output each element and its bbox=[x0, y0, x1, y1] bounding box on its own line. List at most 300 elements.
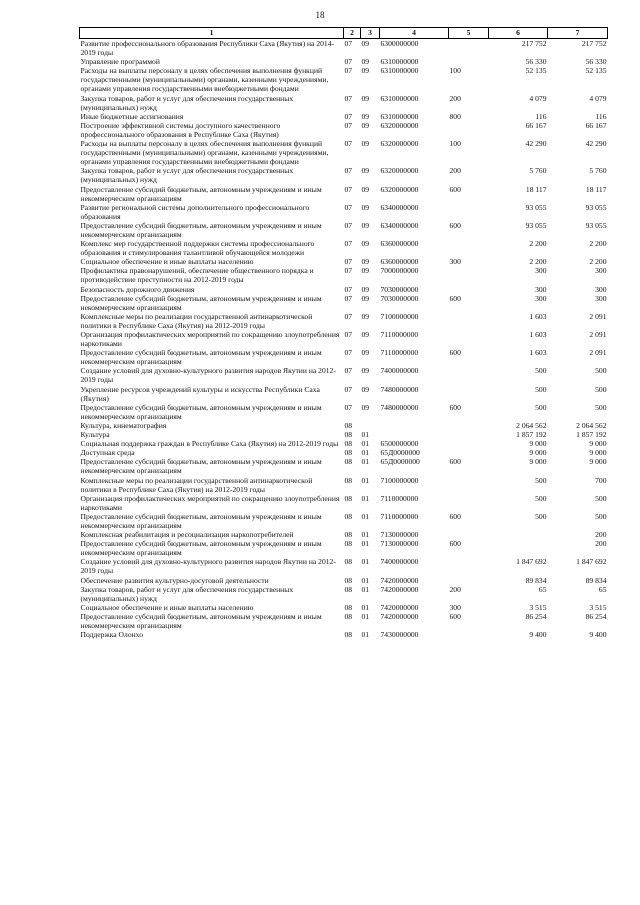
expense-type-code bbox=[449, 385, 489, 403]
subsection-code: 09 bbox=[361, 111, 370, 121]
row-name: Укрепление ресурсов учреждений культуры и искусства Республики Саха (Якутия) bbox=[80, 384, 320, 403]
expense-type-code bbox=[449, 366, 489, 384]
expense-type-code: 600 bbox=[449, 539, 461, 549]
subsection-code: 09 bbox=[361, 184, 370, 194]
target-article-code: 6300000000 bbox=[380, 39, 419, 48]
amount-year-2: 86 254 bbox=[585, 611, 607, 621]
section-code: 08 bbox=[344, 439, 353, 449]
amount-year-2: 42 290 bbox=[585, 139, 607, 149]
table-row bbox=[80, 448, 608, 457]
target-article-code: 7030000000 bbox=[380, 293, 419, 303]
section-code: 07 bbox=[344, 311, 353, 321]
table-row bbox=[80, 166, 608, 184]
expense-type-code bbox=[449, 266, 489, 284]
expense-type-code: 600 bbox=[449, 511, 461, 521]
expense-type-code: 300 bbox=[449, 257, 461, 267]
table-row bbox=[80, 539, 608, 557]
amount-year-2: 65 bbox=[598, 584, 607, 594]
section-code: 08 bbox=[344, 420, 353, 430]
table-row bbox=[80, 121, 608, 139]
row-name: Предоставление субсидий бюджетным, автономным учреждениям и иным некоммерческим организациям bbox=[80, 348, 322, 367]
amount-year-2: 3 515 bbox=[589, 602, 607, 612]
table-row bbox=[80, 557, 608, 575]
amount-year-1: 2 200 bbox=[529, 239, 547, 249]
expense-type-code: 600 bbox=[449, 457, 461, 467]
table-row bbox=[80, 330, 608, 348]
table-row bbox=[80, 439, 608, 448]
expense-type-code bbox=[449, 494, 489, 512]
table-row bbox=[80, 366, 608, 384]
table-row bbox=[80, 430, 608, 439]
target-article-code: 6320000000 bbox=[380, 139, 419, 149]
amount-year-1: 500 bbox=[535, 511, 547, 521]
target-article-code: 7420000000 bbox=[380, 602, 419, 612]
amount-year-1: 9 400 bbox=[529, 630, 547, 640]
section-code: 07 bbox=[344, 257, 353, 267]
target-article-code: 7420000000 bbox=[380, 584, 419, 594]
amount-year-1: 42 290 bbox=[525, 139, 547, 149]
row-name: Организация профилактических мероприятий по сокращению злоупотребления наркотиками bbox=[80, 493, 340, 512]
subsection-code: 01 bbox=[361, 602, 370, 612]
target-article-code: 6320000000 bbox=[380, 184, 419, 194]
amount-year-2: 1 857 192 bbox=[576, 430, 607, 440]
column-header: 7 bbox=[548, 28, 608, 39]
target-article-code: 7400000000 bbox=[380, 366, 419, 376]
row-name: Иные бюджетные ассигнования bbox=[80, 111, 184, 121]
amount-year-2: 500 bbox=[595, 402, 607, 412]
subsection-code: 09 bbox=[361, 57, 370, 67]
expense-type-code bbox=[449, 421, 489, 430]
subsection-code: 09 bbox=[361, 120, 370, 130]
column-header: 5 bbox=[449, 28, 489, 39]
section-code: 08 bbox=[344, 630, 353, 640]
subsection-code: 01 bbox=[361, 611, 370, 621]
subsection-code: 01 bbox=[361, 475, 370, 485]
section-code: 07 bbox=[344, 330, 353, 339]
row-name: Предоставление субсидий бюджетным, автономным учреждениям и иным некоммерческим организациям bbox=[80, 539, 322, 558]
amount-year-2: 66 167 bbox=[585, 120, 607, 130]
row-name: Обеспечение развития культурно-досуговой деятельности bbox=[80, 575, 269, 585]
amount-year-1: 1 603 bbox=[529, 348, 547, 358]
amount-year-2: 500 bbox=[595, 493, 607, 503]
amount-year-1: 9 000 bbox=[529, 448, 547, 458]
subsection-code: 01 bbox=[361, 439, 370, 449]
expense-type-code bbox=[449, 448, 489, 457]
table-row bbox=[80, 512, 608, 530]
amount-year-2: 2 091 bbox=[589, 348, 607, 358]
table-row bbox=[80, 185, 608, 203]
row-name: Расходы на выплаты персоналу в целях обеспечения выполнения функций государственными (муниципальными) органами, казенными учреждениями, органами управления государственными внебюджетными фондами bbox=[80, 66, 329, 94]
amount-year-2: 500 bbox=[595, 511, 607, 521]
subsection-code: 09 bbox=[361, 311, 370, 321]
amount-year-1: 89 834 bbox=[525, 575, 547, 585]
row-name: Построение эффективной системы доступного качественного профессионального образования в Республике Саха (Якутия) bbox=[80, 120, 281, 139]
subsection-code: 09 bbox=[361, 293, 370, 303]
table-body bbox=[80, 39, 608, 640]
table-row bbox=[80, 312, 608, 330]
amount-year-2: 93 055 bbox=[585, 202, 607, 212]
section-code: 07 bbox=[344, 284, 353, 294]
expense-type-code: 600 bbox=[449, 611, 461, 621]
target-article-code: 65Д0000000 bbox=[380, 457, 420, 467]
row-name: Предоставление субсидий бюджетным, автономным учреждениям и иным некоммерческим организациям bbox=[80, 293, 322, 312]
amount-year-2: 300 bbox=[595, 266, 607, 276]
table-row bbox=[80, 585, 608, 603]
amount-year-2: 300 bbox=[595, 293, 607, 303]
amount-year-2: 1 847 692 bbox=[576, 557, 607, 567]
table-row bbox=[80, 576, 608, 585]
table-row bbox=[80, 348, 608, 366]
expense-type-code bbox=[449, 239, 489, 257]
section-code: 07 bbox=[344, 402, 353, 412]
amount-year-2: 500 bbox=[595, 384, 607, 394]
target-article-code: 7100000000 bbox=[380, 311, 419, 321]
section-code: 07 bbox=[344, 202, 353, 212]
row-name: Предоставление субсидий бюджетным, автономным учреждениям и иным некоммерческим организациям bbox=[80, 220, 322, 239]
section-code: 07 bbox=[344, 266, 353, 276]
target-article-code: 6340000000 bbox=[380, 220, 419, 230]
subsection-code: 09 bbox=[361, 66, 370, 76]
section-code: 08 bbox=[344, 511, 353, 521]
row-name: Предоставление субсидий бюджетным, автономным учреждениям и иным некоммерческим организациям bbox=[80, 184, 322, 203]
amount-year-2: 5 760 bbox=[589, 166, 607, 176]
amount-year-1: 1 603 bbox=[529, 311, 547, 321]
amount-year-2: 700 bbox=[595, 475, 607, 485]
subsection-code: 09 bbox=[361, 402, 370, 412]
section-code: 07 bbox=[344, 120, 353, 130]
table-row bbox=[80, 294, 608, 312]
expense-type-code bbox=[449, 476, 489, 494]
amount-year-1: 1 857 192 bbox=[516, 430, 547, 440]
section-code: 08 bbox=[344, 430, 353, 440]
target-article-code: 7400000000 bbox=[380, 557, 419, 567]
amount-year-2: 116 bbox=[595, 111, 607, 121]
subsection-code: 01 bbox=[361, 448, 370, 458]
table-row bbox=[80, 39, 608, 58]
row-name: Создание условий для духовно-культурного развития народов Якутии на 2012-2019 годы bbox=[80, 557, 336, 576]
table-row bbox=[80, 139, 608, 166]
amount-year-2: 2 064 562 bbox=[576, 420, 607, 430]
row-name: Закупка товаров, работ и услуг для обеспечения государственных (муниципальных) нужд bbox=[80, 584, 294, 603]
section-code: 08 bbox=[344, 530, 353, 540]
table-row bbox=[80, 385, 608, 403]
amount-year-2: 200 bbox=[595, 539, 607, 549]
subsection-code: 01 bbox=[361, 457, 370, 467]
row-name: Развитие профессионального образования Республики Саха (Якутия) на 2014-2019 годы bbox=[80, 39, 335, 58]
section-code: 07 bbox=[344, 139, 353, 149]
subsection-code: 09 bbox=[361, 366, 370, 376]
expense-type-code bbox=[449, 57, 489, 66]
subsection-code: 01 bbox=[361, 584, 370, 594]
expense-type-code: 600 bbox=[449, 293, 461, 303]
section-code: 07 bbox=[344, 384, 353, 394]
table-row bbox=[80, 421, 608, 430]
expense-type-code: 300 bbox=[449, 602, 461, 612]
target-article-code: 7110000000 bbox=[380, 330, 419, 339]
section-code: 07 bbox=[344, 66, 353, 76]
table-row bbox=[80, 112, 608, 121]
amount-year-1: 3 515 bbox=[529, 602, 547, 612]
expense-type-code bbox=[449, 576, 489, 585]
amount-year-2: 2 200 bbox=[589, 239, 607, 249]
amount-year-1: 93 055 bbox=[525, 220, 547, 230]
amount-year-2: 500 bbox=[595, 366, 607, 376]
subsection-code: 09 bbox=[361, 257, 370, 267]
section-code: 07 bbox=[344, 184, 353, 194]
target-article-code: 6340000000 bbox=[380, 202, 419, 212]
expense-type-code: 200 bbox=[449, 93, 461, 103]
row-name: Расходы на выплаты персоналу в целях обеспечения выполнения функций государственными (муниципальными) органами, казенными учреждениями, органами управления государственными внебюджетными фондами bbox=[80, 139, 329, 167]
row-name: Предоставление субсидий бюджетным, автономным учреждениям и иным некоммерческим организациям bbox=[80, 457, 322, 476]
amount-year-1: 1 603 bbox=[529, 330, 547, 339]
expense-type-code bbox=[449, 312, 489, 330]
expense-type-code bbox=[449, 557, 489, 575]
row-name: Поддержка Олонхо bbox=[80, 630, 143, 640]
target-article-code: 7130000000 bbox=[380, 539, 419, 549]
column-header: 4 bbox=[380, 28, 449, 39]
target-article-code: 7000000000 bbox=[380, 266, 419, 276]
expense-type-code bbox=[449, 203, 489, 221]
target-article-code bbox=[380, 421, 449, 430]
section-code: 08 bbox=[344, 539, 353, 549]
row-name: Комплексные меры по реализации государственной антинаркотической политики в Республике Саха (Якутия) на 2012-2019 годы bbox=[80, 311, 313, 330]
subsection-code: 09 bbox=[361, 139, 370, 149]
section-code: 08 bbox=[344, 575, 353, 585]
section-code: 08 bbox=[344, 611, 353, 621]
table-row bbox=[80, 603, 608, 612]
subsection-code: 09 bbox=[361, 239, 370, 249]
row-name: Предоставление субсидий бюджетным, автономным учреждениям и иным некоммерческим организациям bbox=[80, 402, 322, 421]
subsection-code: 09 bbox=[361, 284, 370, 294]
subsection-code: 09 bbox=[361, 384, 370, 394]
table-row bbox=[80, 630, 608, 639]
expense-type-code bbox=[449, 330, 489, 348]
row-name: Комплексная реабилитация и ресоциализация наркопотребителей bbox=[80, 530, 294, 540]
amount-year-1: 500 bbox=[535, 366, 547, 376]
amount-year-1: 300 bbox=[535, 284, 547, 294]
amount-year-2: 56 330 bbox=[585, 57, 607, 67]
section-code: 07 bbox=[344, 111, 353, 121]
table-row bbox=[80, 266, 608, 284]
header-row bbox=[80, 28, 608, 39]
target-article-code: 6310000000 bbox=[380, 57, 419, 67]
row-name: Управление программой bbox=[80, 57, 160, 67]
expense-type-code: 100 bbox=[449, 139, 461, 149]
subsection-code: 09 bbox=[361, 330, 370, 339]
amount-year-1: 300 bbox=[535, 293, 547, 303]
amount-year-1: 52 135 bbox=[525, 66, 547, 76]
table-row bbox=[80, 403, 608, 421]
section-code: 08 bbox=[344, 493, 353, 503]
expense-type-code bbox=[449, 39, 489, 58]
amount-year-1: 500 bbox=[535, 384, 547, 394]
amount-year-1 bbox=[489, 539, 548, 557]
amount-year-2: 2 091 bbox=[589, 330, 607, 339]
column-header: 6 bbox=[489, 28, 548, 39]
amount-year-2: 200 bbox=[595, 530, 607, 540]
row-name: Организация профилактических мероприятий по сокращению злоупотребления наркотиками bbox=[80, 330, 340, 349]
target-article-code: 65Д0000000 bbox=[380, 448, 420, 458]
table-row bbox=[80, 66, 608, 93]
amount-year-1: 56 330 bbox=[525, 57, 547, 67]
table-row bbox=[80, 94, 608, 112]
subsection-code: 09 bbox=[361, 93, 370, 103]
subsection-code: 01 bbox=[361, 630, 370, 640]
row-name: Доступная среда bbox=[80, 448, 135, 458]
row-name: Комплекс мер государственной поддержки системы профессионального образования и стимулирования талантливой обучающейся молодежи bbox=[80, 239, 315, 258]
expense-type-code: 600 bbox=[449, 184, 461, 194]
amount-year-1: 9 000 bbox=[529, 439, 547, 449]
expense-type-code: 600 bbox=[449, 402, 461, 412]
section-code: 07 bbox=[344, 293, 353, 303]
row-name: Социальное обеспечение и иные выплаты населению bbox=[80, 602, 254, 612]
row-name: Создание условий для духовно-культурного развития народов Якутии на 2012-2019 годы bbox=[80, 366, 336, 385]
target-article-code: 6320000000 bbox=[380, 120, 419, 130]
section-code: 07 bbox=[344, 39, 353, 48]
row-name: Предоставление субсидий бюджетным, автономным учреждениям и иным некоммерческим организациям bbox=[80, 511, 322, 530]
target-article-code: 7420000000 bbox=[380, 611, 419, 621]
table-row bbox=[80, 239, 608, 257]
amount-year-1: 2 064 562 bbox=[516, 420, 547, 430]
amount-year-2: 52 135 bbox=[585, 66, 607, 76]
amount-year-1: 93 055 bbox=[525, 202, 547, 212]
amount-year-2: 4 079 bbox=[589, 93, 607, 103]
table-row bbox=[80, 221, 608, 239]
expense-type-code: 100 bbox=[449, 66, 461, 76]
amount-year-2: 89 834 bbox=[585, 575, 607, 585]
expense-type-code: 200 bbox=[449, 166, 461, 176]
target-article-code: 6320000000 bbox=[380, 166, 419, 176]
amount-year-1: 66 167 bbox=[525, 120, 547, 130]
row-name: Культура bbox=[80, 430, 110, 440]
row-name: Культура, кинематография bbox=[80, 420, 167, 430]
target-article-code: 6310000000 bbox=[380, 66, 419, 76]
row-name: Социальная поддержка граждан в Республике Саха (Якутия) на 2012-2019 годы bbox=[80, 439, 339, 449]
expense-type-code bbox=[449, 439, 489, 448]
amount-year-1: 1 847 692 bbox=[516, 557, 547, 567]
table-row bbox=[80, 457, 608, 475]
target-article-code: 7430000000 bbox=[380, 630, 419, 640]
section-code: 07 bbox=[344, 166, 353, 176]
amount-year-2: 2 200 bbox=[589, 257, 607, 267]
amount-year-1: 500 bbox=[535, 475, 547, 485]
target-article-code: 6310000000 bbox=[380, 93, 419, 103]
expense-type-code bbox=[449, 530, 489, 539]
target-article-code: 7420000000 bbox=[380, 575, 419, 585]
amount-year-2: 2 091 bbox=[589, 311, 607, 321]
table-row bbox=[80, 494, 608, 512]
table-row bbox=[80, 57, 608, 66]
subsection-code: 09 bbox=[361, 220, 370, 230]
amount-year-1: 4 079 bbox=[529, 93, 547, 103]
target-article-code: 7110000000 bbox=[380, 348, 419, 358]
table-row bbox=[80, 476, 608, 494]
amount-year-2: 217 752 bbox=[581, 39, 607, 48]
page-number: 18 bbox=[315, 10, 325, 20]
amount-year-1: 300 bbox=[535, 266, 547, 276]
amount-year-1: 65 bbox=[538, 584, 547, 594]
row-name: Социальное обеспечение и иные выплаты населению bbox=[80, 257, 254, 267]
expense-type-code: 600 bbox=[449, 348, 461, 358]
amount-year-1: 500 bbox=[535, 402, 547, 412]
section-code: 07 bbox=[344, 239, 353, 249]
target-article-code: 6310000000 bbox=[380, 111, 419, 121]
table-row bbox=[80, 203, 608, 221]
amount-year-2: 9 400 bbox=[589, 630, 607, 640]
subsection-code: 09 bbox=[361, 166, 370, 176]
row-name: Закупка товаров, работ и услуг для обеспечения государственных (муниципальных) нужд bbox=[80, 93, 294, 112]
column-header: 2 bbox=[344, 28, 361, 39]
table-row bbox=[80, 612, 608, 630]
target-article-code: 6360000000 bbox=[380, 239, 419, 249]
subsection-code: 09 bbox=[361, 266, 370, 276]
expense-type-code bbox=[449, 121, 489, 139]
subsection-code: 01 bbox=[361, 493, 370, 503]
target-article-code: 7480000000 bbox=[380, 402, 419, 412]
row-name: Закупка товаров, работ и услуг для обеспечения государственных (муниципальных) нужд bbox=[80, 166, 294, 185]
expense-type-code: 200 bbox=[449, 584, 461, 594]
target-article-code bbox=[380, 430, 449, 439]
target-article-code: 7100000000 bbox=[380, 475, 419, 485]
amount-year-2: 300 bbox=[595, 284, 607, 294]
section-code: 07 bbox=[344, 348, 353, 358]
row-name: Предоставление субсидий бюджетным, автономным учреждениям и иным некоммерческим организациям bbox=[80, 611, 322, 630]
target-article-code: 7110000000 bbox=[380, 493, 419, 503]
target-article-code: 6360000000 bbox=[380, 257, 419, 267]
amount-year-2: 9 000 bbox=[589, 439, 607, 449]
section-code: 08 bbox=[344, 584, 353, 594]
amount-year-1: 217 752 bbox=[521, 39, 547, 48]
table-row bbox=[80, 285, 608, 294]
amount-year-1 bbox=[489, 530, 548, 539]
subsection-code: 01 bbox=[361, 575, 370, 585]
table-row bbox=[80, 257, 608, 266]
section-code: 07 bbox=[344, 220, 353, 230]
row-name: Профилактика правонарушений, обеспечение общественного порядка и противодействие преступности на 2012-2019 годы bbox=[80, 266, 314, 285]
expense-type-code: 600 bbox=[449, 220, 461, 230]
target-article-code: 7030000000 bbox=[380, 284, 419, 294]
section-code: 08 bbox=[344, 475, 353, 485]
subsection-code: 01 bbox=[361, 511, 370, 521]
budget-table bbox=[79, 27, 608, 639]
section-code: 08 bbox=[344, 457, 353, 467]
subsection-code: 01 bbox=[361, 530, 370, 540]
amount-year-1: 5 760 bbox=[529, 166, 547, 176]
subsection-code: 09 bbox=[361, 39, 370, 48]
amount-year-2: 93 055 bbox=[585, 220, 607, 230]
expense-type-code bbox=[449, 285, 489, 294]
subsection-code: 01 bbox=[361, 430, 370, 440]
expense-type-code bbox=[449, 430, 489, 439]
amount-year-1: 9 000 bbox=[529, 457, 547, 467]
amount-year-1: 86 254 bbox=[525, 611, 547, 621]
amount-year-1: 116 bbox=[535, 111, 547, 121]
expense-type-code: 800 bbox=[449, 111, 461, 121]
subsection-code: 09 bbox=[361, 202, 370, 212]
subsection-code bbox=[361, 421, 380, 430]
row-name: Развитие региональной системы дополнительного профессионального образования bbox=[80, 202, 310, 221]
target-article-code: 7130000000 bbox=[380, 530, 419, 540]
row-name: Безопасность дорожного движения bbox=[80, 284, 195, 294]
target-article-code: 7110000000 bbox=[380, 511, 419, 521]
section-code: 07 bbox=[344, 366, 353, 376]
amount-year-1: 500 bbox=[535, 493, 547, 503]
amount-year-2: 9 000 bbox=[589, 448, 607, 458]
table-row bbox=[80, 530, 608, 539]
amount-year-1: 18 117 bbox=[525, 184, 547, 194]
subsection-code: 09 bbox=[361, 348, 370, 358]
expense-type-code bbox=[449, 630, 489, 639]
